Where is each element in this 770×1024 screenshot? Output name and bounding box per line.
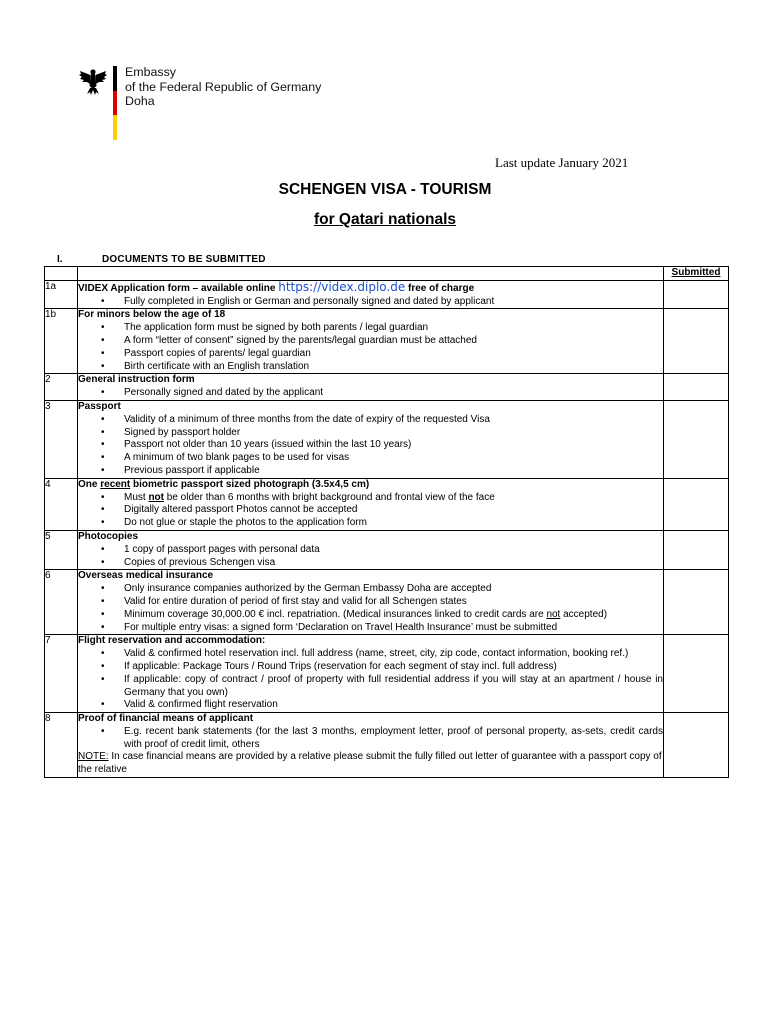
row-number: 4: [45, 478, 78, 530]
row-title: [78, 281, 663, 296]
german-flag-bar: [113, 66, 117, 140]
submitted-cell[interactable]: [664, 400, 729, 478]
page-subtitle: for Qatari nationals: [313, 211, 457, 228]
list-item: • If applicable: copy of contract / proof of property with full residential address if you will stay at an apartment / house in Germany that you own): [78, 674, 663, 700]
row-number: 1b: [45, 309, 78, 374]
list-item: • Previous passport if applicable: [78, 465, 663, 478]
submitted-cell[interactable]: [664, 280, 729, 309]
list-item: [78, 609, 663, 622]
flag-gold-stripe: [113, 115, 117, 140]
list-item: • Do not glue or staple the photos to the application form: [78, 517, 663, 530]
table-row: [45, 635, 729, 713]
list-item: • 1 copy of passport pages with personal data: [78, 544, 663, 557]
row-title: For minors below the age of 18: [78, 309, 226, 321]
federal-eagle-icon: [78, 66, 108, 96]
table-row: [45, 478, 729, 530]
list-item-text: Must: [124, 491, 149, 503]
list-item: [78, 492, 663, 505]
table-row: [45, 309, 729, 374]
flag-red-stripe: [113, 91, 117, 116]
row-title-text: One: [78, 478, 101, 490]
row-title: [78, 479, 663, 492]
row-content: [78, 280, 664, 309]
submitted-cell[interactable]: [664, 309, 729, 374]
row-number: 7: [45, 635, 78, 713]
last-update: Last update January 2021: [495, 155, 629, 170]
row-number: 5: [45, 530, 78, 569]
list-item-emphasis: not: [546, 608, 561, 620]
list-item: • Passport not older than 10 years (issued within the last 10 years): [78, 439, 663, 452]
documents-table: [44, 266, 729, 778]
list-item: • Birth certificate with an English translation: [78, 361, 663, 374]
row-number: 3: [45, 400, 78, 478]
list-item: • The application form must be signed by both parents / legal guardian: [78, 322, 663, 335]
table-row: [45, 570, 729, 635]
submitted-cell[interactable]: [664, 635, 729, 713]
section-number: I.: [57, 254, 63, 265]
submitted-cell[interactable]: [664, 713, 729, 778]
row-title: Overseas medical insurance: [78, 570, 214, 582]
row-content: [78, 400, 664, 478]
row-content: [78, 309, 664, 374]
videx-link[interactable]: https://videx.diplo.de: [278, 279, 406, 294]
table-row: [45, 530, 729, 569]
list-item: • A form “letter of consent” signed by the parents/legal guardian must be attached: [78, 335, 663, 348]
submitted-cell[interactable]: [664, 570, 729, 635]
list-item: • A minimum of two blank pages to be used for visas: [78, 452, 663, 465]
row-title: Passport: [78, 400, 121, 412]
row-title-underlined: recent: [100, 478, 131, 490]
row-content: [78, 530, 664, 569]
list-item-emphasis: not: [148, 491, 164, 503]
list-item-text: Minimum coverage 30,000.00 € incl. repatriation. (Medical insurances linked to credit cards are: [124, 608, 547, 620]
row-content: [78, 478, 664, 530]
list-item: • Only insurance companies authorized by the German Embassy Doha are accepted: [78, 583, 663, 596]
submitted-cell[interactable]: [664, 478, 729, 530]
row-content: [78, 374, 664, 401]
list-item-text: accepted): [560, 608, 608, 620]
submitted-cell[interactable]: [664, 374, 729, 401]
row-number: 8: [45, 713, 78, 778]
row-number: 6: [45, 570, 78, 635]
note-label: NOTE:: [78, 751, 109, 763]
table-header-row: [45, 267, 729, 281]
list-item: • Signed by passport holder: [78, 427, 663, 440]
embassy-line-3: Doha: [125, 94, 155, 109]
table-row: [45, 280, 729, 309]
row-title: Flight reservation and accommodation:: [78, 635, 266, 647]
table-row: [45, 400, 729, 478]
list-item: • Validity of a minimum of three months from the date of expiry of the requested Visa: [78, 414, 663, 427]
row-content: [78, 570, 664, 635]
submitted-cell[interactable]: [664, 530, 729, 569]
flag-black-stripe: [113, 66, 117, 91]
list-item: • Passport copies of parents/ legal guardian: [78, 348, 663, 361]
list-item-text: be older than 6 months with bright background and frontal view of the face: [164, 491, 495, 503]
list-item: • Valid for entire duration of period of first stay and valid for all Schengen states: [78, 596, 663, 609]
note: [78, 751, 663, 777]
row-title: Proof of financial means of applicant: [78, 713, 254, 725]
row-title: General instruction form: [78, 374, 195, 386]
list-item: • Digitally altered passport Photos cannot be accepted: [78, 504, 663, 517]
row-title-suffix: free of charge: [405, 282, 475, 294]
embassy-line-1: Embassy: [125, 65, 176, 79]
section-title: DOCUMENTS TO BE SUBMITTED: [102, 254, 266, 265]
list-item: • Fully completed in English or German and personally signed and dated by applicant: [78, 296, 663, 309]
row-number: 1a: [45, 280, 78, 309]
embassy-line-2: of the Federal Republic of Germany: [125, 79, 322, 94]
row-content: [78, 635, 664, 713]
list-item: • Valid & confirmed hotel reservation incl. full address (name, street, city, zip code, contact information, booking ref.): [78, 648, 663, 661]
embassy-name: [125, 65, 321, 109]
list-item: • Copies of previous Schengen visa: [78, 557, 663, 570]
row-title: Photocopies: [78, 530, 139, 542]
list-item: • Valid & confirmed flight reservation: [78, 699, 663, 712]
table-row: [45, 374, 729, 401]
list-item: • If applicable: Package Tours / Round Trips (reservation for each segment of stay incl. full address): [78, 661, 663, 674]
list-item: • Personally signed and dated by the applicant: [78, 387, 663, 400]
list-item: • E.g. recent bank statements (for the last 3 months, employment letter, proof of personal property, as-sets, credit cards with proof of credit limit, others: [78, 726, 663, 752]
row-title-text: VIDEX Application form – available online: [78, 282, 279, 294]
note-text: In case financial means are provided by a relative please submit the fully filled out letter of guarantee with a passport copy of the relative: [78, 751, 662, 776]
row-content: [78, 713, 664, 778]
page-title: SCHENGEN VISA - TOURISM: [278, 181, 492, 198]
submitted-header: Submitted: [664, 267, 729, 281]
row-title-suffix: biometric passport sized photograph (3.5x4,5 cm): [130, 478, 370, 490]
row-number: 2: [45, 374, 78, 401]
list-item: • For multiple entry visas: a signed form ‘Declaration on Travel Health Insurance’ must be submitted: [78, 622, 663, 635]
table-row: [45, 713, 729, 778]
